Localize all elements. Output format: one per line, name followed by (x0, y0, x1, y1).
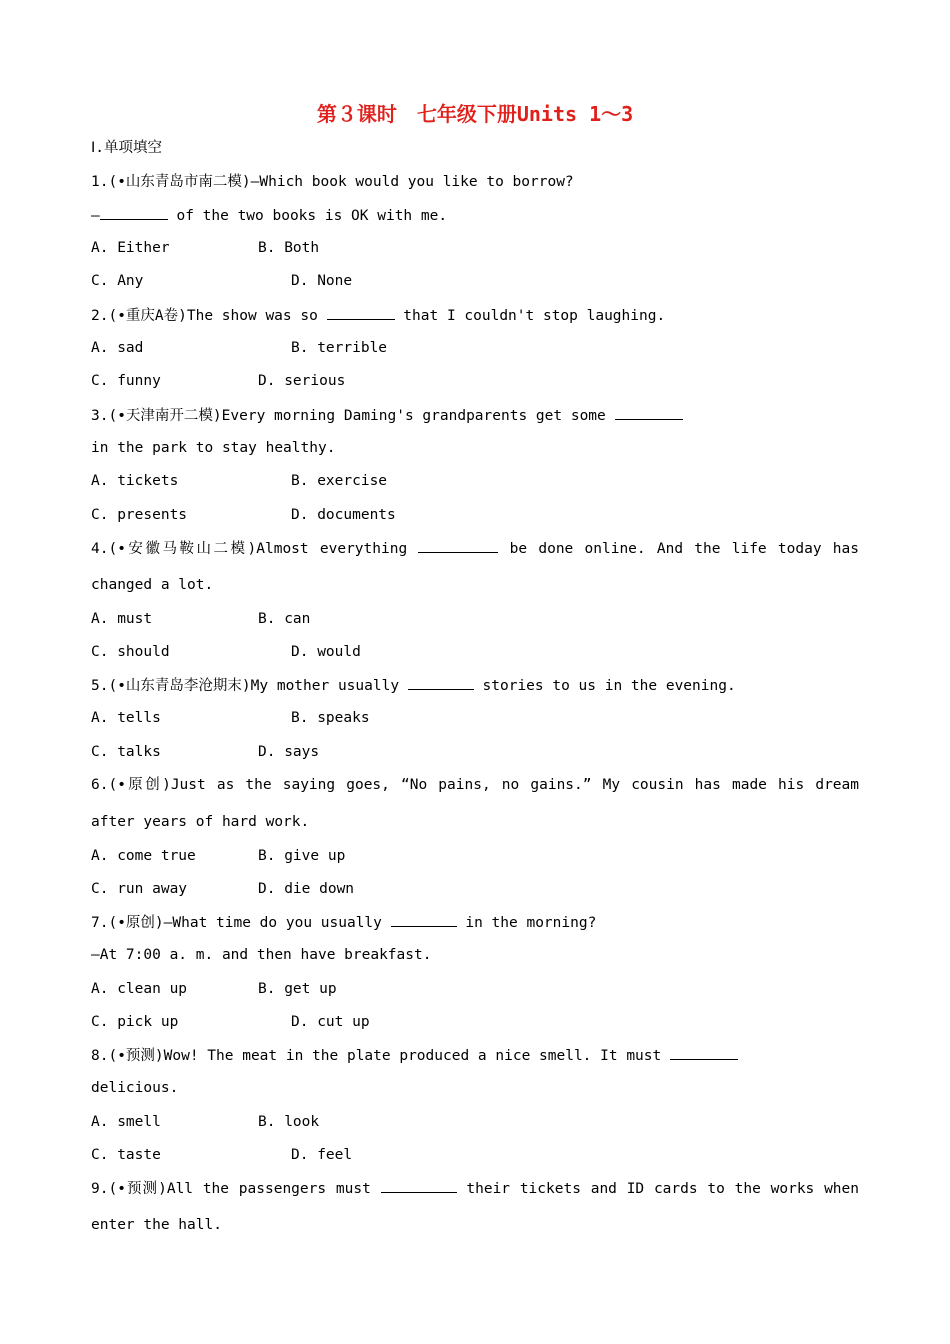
question-8-stem (91, 1045, 738, 1066)
option-a: A. Either (91, 240, 170, 256)
answer-blank (670, 1045, 738, 1060)
option-b: B. Both (258, 240, 320, 256)
option-c: C. run away (91, 881, 188, 897)
option-c: C. presents (91, 507, 188, 523)
question-7-stem (91, 912, 596, 933)
question-6-line2: after years of hard work. (91, 814, 310, 830)
question-1-stem: 1.(•山东青岛市南二模)—Which book would you like to borrow? (91, 174, 574, 190)
question-7-pre: 7.(•原创)—What time do you usually (91, 915, 391, 931)
option-d: D. serious (258, 373, 346, 389)
option-d: D. die down (258, 881, 355, 897)
option-a: A. clean up (91, 981, 188, 997)
answer-blank (100, 205, 168, 220)
question-5-stem (91, 675, 736, 696)
option-d: D. says (258, 744, 320, 760)
option-a: A. tickets (91, 473, 179, 489)
question-3-line2: in the park to stay healthy. (91, 440, 336, 456)
question-4-stem (91, 538, 859, 559)
option-b: B. terrible (291, 340, 388, 356)
question-8-line2: delicious. (91, 1080, 179, 1096)
option-c: C. should (91, 644, 170, 660)
question-2-pre: 2.(•重庆A卷)The show was so (91, 308, 327, 324)
answer-blank (327, 305, 395, 320)
question-9-stem (91, 1178, 859, 1199)
option-b: B. speaks (291, 710, 370, 726)
option-a: A. tells (91, 710, 161, 726)
option-a: A. smell (91, 1114, 161, 1130)
question-7-post: in the morning? (456, 915, 597, 931)
question-3-pre: 3.(•天津南开二模)Every morning Daming's grandparents get some (91, 408, 615, 424)
answer-blank (391, 912, 457, 927)
question-9-post: their tickets and ID cards to the works when (456, 1181, 859, 1197)
question-3-stem (91, 405, 683, 426)
question-8-pre: 8.(•预测)Wow! The meat in the plate produced a nice smell. It must (91, 1048, 670, 1064)
option-b: B. get up (258, 981, 337, 997)
dash: — (91, 208, 100, 224)
option-b: B. can (258, 611, 311, 627)
question-4-post: be done online. And the life today has (498, 541, 859, 557)
option-b: B. exercise (291, 473, 388, 489)
option-a: A. come true (91, 848, 196, 864)
option-d: D. feel (291, 1147, 353, 1163)
question-6-stem: 6.(•原创)Just as the saying goes, “No pains, no gains.” My cousin has made his dream (91, 777, 859, 793)
question-4-line2: changed a lot. (91, 577, 214, 593)
option-b: B. give up (258, 848, 346, 864)
option-c: C. funny (91, 373, 161, 389)
option-c: C. Any (91, 273, 144, 289)
option-c: C. pick up (91, 1014, 179, 1030)
answer-blank (418, 538, 498, 553)
question-4-pre: 4.(•安徽马鞍山二模)Almost everything (91, 541, 419, 557)
question-9-pre: 9.(•预测)All the passengers must (91, 1181, 381, 1197)
question-7-line2: —At 7:00 a. m. and then have breakfast. (91, 947, 432, 963)
question-5-pre: 5.(•山东青岛李沧期末)My mother usually (91, 678, 408, 694)
question-1-text: of the two books is OK with me. (167, 208, 448, 224)
question-5-post: stories to us in the evening. (473, 678, 736, 694)
question-9-line2: enter the hall. (91, 1217, 222, 1233)
section-heading: Ⅰ.单项填空 (91, 140, 163, 156)
page-title: 第３课时 七年级下册Units 1～3 (316, 102, 634, 126)
option-d: D. None (291, 273, 353, 289)
option-a: A. sad (91, 340, 144, 356)
answer-blank (615, 405, 683, 420)
option-d: D. cut up (291, 1014, 370, 1030)
question-2-stem (91, 305, 665, 326)
option-a: A. must (91, 611, 153, 627)
option-c: C. talks (91, 744, 161, 760)
question-2-post: that I couldn't stop laughing. (394, 308, 666, 324)
answer-blank (408, 675, 474, 690)
option-c: C. taste (91, 1147, 161, 1163)
option-b: B. look (258, 1114, 320, 1130)
option-d: D. documents (291, 507, 396, 523)
option-d: D. would (291, 644, 361, 660)
question-1-line2 (91, 205, 447, 226)
answer-blank (381, 1178, 457, 1193)
